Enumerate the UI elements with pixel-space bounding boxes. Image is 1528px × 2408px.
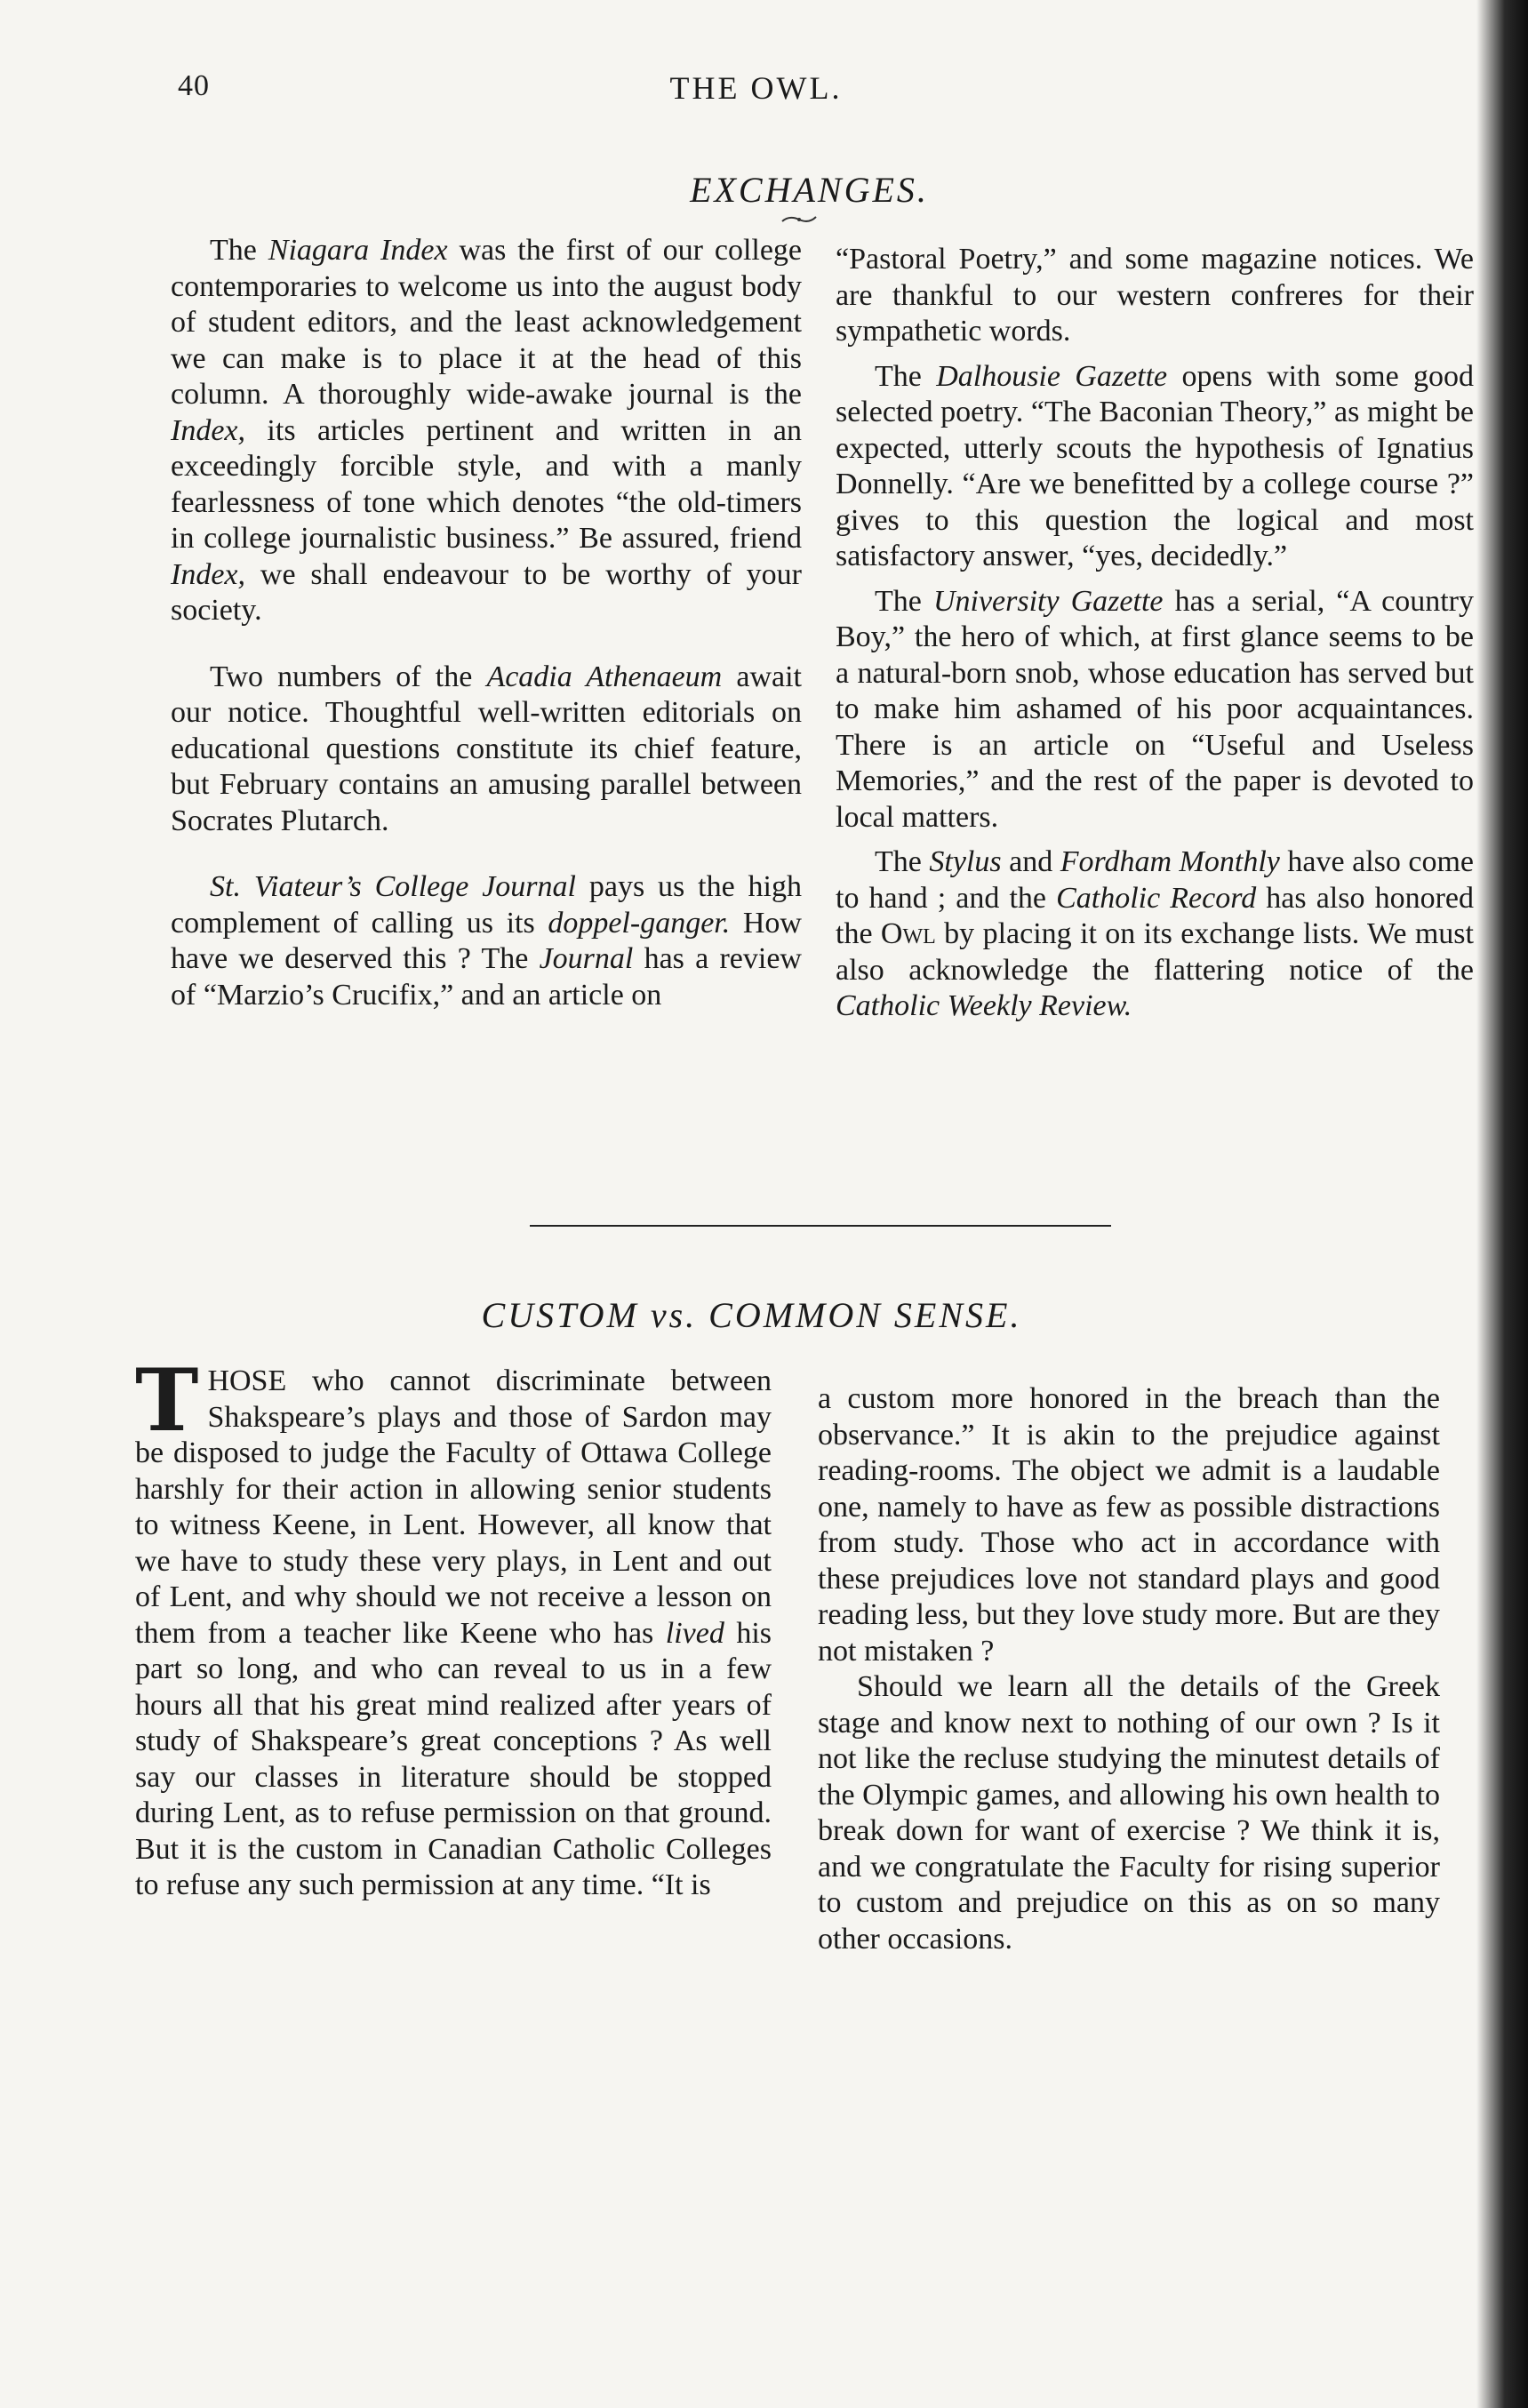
custom-paragraph-text: HOSE who cannot discriminate between Shakspeare’s plays and those of Sardon may be disposed to judge the Faculty of Ottawa College harshly for their action in allowing senior students to witness Keene, in Lent. However, all know that we have to study these very plays, in Lent and out of Lent, and why should we not receive a lesson on them from a teacher like Keene who has lived his part so long, and who can reveal to us in a few hours all that his great mind realized after years of study of Shakspeare’s great conceptions ? As well say our classes in literature should be stopped during Lent, as to refuse permission on that ground. But it is the custom in Canadian Catholic Colleges to refuse any such permission at any time. “It is: [135, 1364, 772, 1901]
italic-title: Acadia Athenaeum: [486, 660, 723, 693]
section-title-custom: CUSTOM vs. COMMON SENSE.: [481, 1295, 1022, 1335]
small-caps-text: Owl: [880, 917, 936, 950]
section-title-exchanges: EXCHANGES.: [690, 170, 929, 210]
italic-title: Stylus: [929, 845, 1002, 878]
page-binding-edge: [1476, 0, 1528, 2408]
exchanges-paragraph: The University Gazette has a serial, “A country Boy,” the hero of which, at first glance seems to be a natural-born snob, whose education has served but to make him ashamed of his poor acquaintances. There is an article on “Useful and Useless Memories,” and the rest of the paper is devoted to local matters.: [836, 584, 1475, 834]
custom-paragraph: [135, 1350, 772, 1904]
exchanges-paragraph: “Pastoral Poetry,” and some magazine notices. We are thankful to our western confreres for their sympathetic words.: [836, 243, 1474, 348]
italic-title: Dalhousie Gazette: [936, 359, 1168, 393]
custom-left-column: [135, 1350, 772, 1904]
custom-right-column: [818, 1381, 1440, 1957]
italic-title: St. Viateur’s College Journal: [210, 870, 576, 903]
custom-paragraph: Should we learn all the details of the Greek stage and know next to nothing of our own ? Is it not like the recluse studying the minutest details of the Olympic games, and allowing his own health to break down for want of exercise ? We think it is, and we congratulate the Faculty for rising superior to custom and prejudice on this as on so many other occasions.: [818, 1670, 1440, 1956]
italic-title: Journal: [539, 942, 634, 975]
exchanges-paragraph: St. Viateur’s College Journal pays us the high complement of calling us its doppel-ganger. How have we deserved this ? The Journal has a review of “Marzio’s Crucifix,” and an article on: [171, 870, 803, 1012]
section-divider: [530, 1225, 1111, 1227]
italic-title: University Gazette: [932, 584, 1164, 618]
italic-title: doppel-ganger.: [548, 906, 731, 940]
italic-title: Niagara Index: [268, 234, 448, 267]
exchanges-right-column: [836, 242, 1474, 1025]
italic-title: Catholic Weekly Review.: [836, 989, 1132, 1022]
italic-title: Fordham Monthly: [1060, 845, 1280, 878]
drop-cap: T: [135, 1350, 199, 1451]
page-number: 40: [178, 69, 210, 102]
italic-title: Catholic Record: [1056, 881, 1257, 915]
ornament-icon: [780, 213, 818, 226]
exchanges-paragraph: The Stylus and Fordham Monthly have also come to hand ; and the Catholic Record has also honored the Owl by placing it on its exchange lists. We must also acknowledge the flattering notice of the Catholic Weekly Review.: [836, 845, 1475, 1022]
running-title: THE OWL.: [669, 70, 843, 106]
italic-title: lived: [665, 1616, 724, 1650]
custom-paragraph: a custom more honored in the breach than the observance.” It is akin to the prejudice against reading-rooms. The object we admit is a laudable one, namely to have as few as possible distractions from study. Those who act in accordance with these prejudices love not standard plays and good reading less, but they love study more. But are they not mistaken ?: [818, 1382, 1440, 1668]
exchanges-left-column: [171, 233, 802, 1013]
exchanges-paragraph: Two numbers of the Acadia Athenaeum await our notice. Thoughtful well-written editorials on educational questions constitute its chief feature, but February contains an amusing parallel between Socrates Plutarch.: [171, 660, 802, 837]
italic-title: Index,: [171, 557, 246, 591]
exchanges-paragraph: The Dalhousie Gazette opens with some good selected poetry. “The Baconian Theory,” as might be expected, utterly scouts the hypothesis of Ignatius Donnelly. “Are we benefitted by a college course ?” gives to this question the logical and most satisfactory answer, “yes, decidedly.”: [836, 359, 1474, 572]
exchanges-paragraph: The Niagara Index was the first of our college contemporaries to welcome us into the august body of student editors, and the least acknowledgement we can make is to place it at the head of this column. A thoroughly wide-awake journal is the Index, its articles pertinent and written in an exceedingly forcible style, and with a manly fearlessness of tone which denotes “the old-timers in college journalistic business.” Be assured, friend Index, we shall endeavour to be worthy of your society.: [171, 234, 803, 627]
italic-title: Index,: [171, 413, 246, 447]
